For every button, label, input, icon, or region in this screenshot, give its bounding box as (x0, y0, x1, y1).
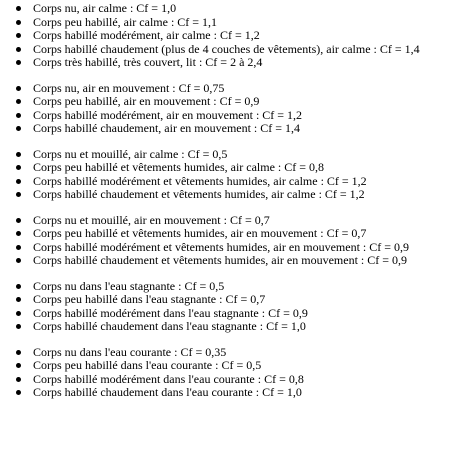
bullet-icon (16, 297, 21, 302)
list-item (0, 56, 458, 70)
bullet-icon (16, 192, 21, 197)
list-item (0, 373, 458, 387)
list-item (0, 359, 458, 373)
list-item (0, 43, 458, 57)
bullet-icon (16, 33, 21, 38)
bullet-icon (16, 390, 21, 395)
list-item-text: Corps habillé modérément dans l'eau courante : Cf = 0,8 (33, 371, 304, 386)
bullet-icon (16, 113, 21, 118)
list-item (0, 188, 458, 202)
bullet-icon (16, 258, 21, 263)
list-item (0, 175, 458, 189)
list-item (0, 307, 458, 321)
bullet-icon (16, 350, 21, 355)
list-item (0, 29, 458, 43)
list-item-text: Corps habillé chaudement et vêtements humides, air calme : Cf = 1,2 (33, 187, 365, 201)
list-item (0, 241, 458, 255)
bullet-icon (16, 152, 21, 157)
list-item (0, 320, 458, 334)
bullet-icon (16, 179, 21, 184)
coefficient-list-air-calm (0, 2, 458, 70)
list-item (0, 293, 458, 307)
list-item-text: Corps habillé modérément et vêtements humides, air en mouvement : Cf = 0,9 (33, 239, 410, 254)
list-item-text: Corps habillé modérément, air calme : Cf = 1,2 (33, 28, 260, 42)
list-item (0, 2, 458, 16)
list-item (0, 386, 458, 400)
bullet-icon (16, 324, 21, 329)
list-item (0, 148, 458, 162)
list-item-text: Corps peu habillé dans l'eau stagnante : Cf = 0,7 (33, 292, 266, 306)
list-item (0, 95, 458, 109)
list-item (0, 214, 458, 228)
list-item (0, 161, 458, 175)
coefficient-list-wet-air-moving (0, 214, 458, 268)
list-item-text: Corps habillé chaudement (plus de 4 couches de vêtements), air calme : Cf = 1,4 (33, 41, 420, 56)
bullet-icon (16, 218, 21, 223)
coefficient-list-running-water (0, 346, 458, 400)
bullet-icon (16, 20, 21, 25)
list-item (0, 280, 458, 294)
list-item-text: Corps habillé chaudement dans l'eau courante : Cf = 1,0 (33, 385, 302, 399)
bullet-icon (16, 311, 21, 316)
bullet-icon (16, 6, 21, 11)
list-item-text: Corps nu, air en mouvement : Cf = 0,75 (33, 80, 225, 95)
list-item-text: Corps peu habillé et vêtements humides, air calme : Cf = 0,8 (33, 160, 325, 174)
list-item-text: Corps nu dans l'eau stagnante : Cf = 0,5 (33, 278, 225, 293)
list-item (0, 16, 458, 30)
list-item-text: Corps habillé chaudement dans l'eau stagnante : Cf = 1,0 (33, 319, 306, 333)
bullet-icon (16, 165, 21, 170)
list-item (0, 82, 458, 96)
bullet-icon (16, 99, 21, 104)
list-item-text: Corps habillé modérément dans l'eau stagnante : Cf = 0,9 (33, 305, 308, 320)
list-item (0, 254, 458, 268)
bullet-icon (16, 60, 21, 65)
coefficient-list-wet-air-calm (0, 148, 458, 202)
bullet-icon (16, 363, 21, 368)
bullet-icon (16, 47, 21, 52)
list-item (0, 346, 458, 360)
coefficient-list-still-water (0, 280, 458, 334)
list-item-text: Corps nu et mouillé, air en mouvement : Cf = 0,7 (33, 212, 270, 227)
list-item-text: Corps habillé modérément et vêtements humides, air calme : Cf = 1,2 (33, 173, 367, 188)
bullet-icon (16, 284, 21, 289)
bullet-icon (16, 377, 21, 382)
list-item-text: Corps peu habillé et vêtements humides, air en mouvement : Cf = 0,7 (33, 226, 367, 240)
coefficient-list-air-moving (0, 82, 458, 136)
list-item-text: Corps nu et mouillé, air calme : Cf = 0,5 (33, 146, 228, 161)
bullet-icon (16, 126, 21, 131)
list-item (0, 122, 458, 136)
list-item-text: Corps habillé chaudement et vêtements humides, air en mouvement : Cf = 0,9 (33, 253, 408, 267)
bullet-icon (16, 86, 21, 91)
list-item-text: Corps nu, air calme : Cf = 1,0 (33, 1, 177, 15)
bullet-icon (16, 245, 21, 250)
list-item (0, 227, 458, 241)
list-item-text: Corps peu habillé dans l'eau courante : Cf = 0,5 (33, 358, 262, 372)
list-item-text: Corps nu dans l'eau courante : Cf = 0,35 (33, 344, 227, 359)
list-item-text: Corps peu habillé, air en mouvement : Cf = 0,9 (33, 94, 260, 108)
bullet-icon (16, 231, 21, 236)
list-item-text: Corps habillé chaudement, air en mouvement : Cf = 1,4 (33, 121, 301, 135)
list-item-text: Corps habillé modérément, air en mouvement : Cf = 1,2 (33, 107, 303, 122)
list-item (0, 109, 458, 123)
list-item-text: Corps peu habillé, air calme : Cf = 1,1 (33, 14, 218, 29)
list-item-text: Corps très habillé, très couvert, lit : Cf = 2 à 2,4 (33, 55, 263, 69)
